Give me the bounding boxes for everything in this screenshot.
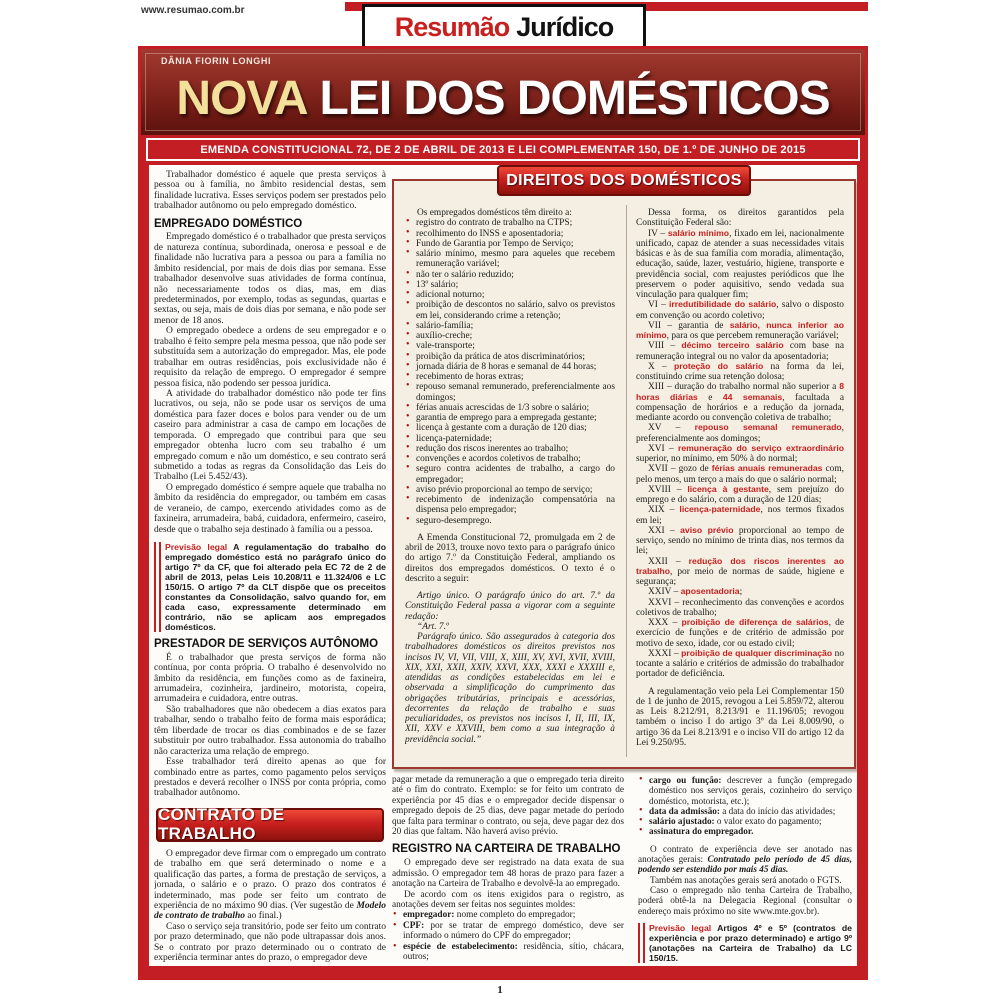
paragraph: VI – irredutibilidade do salário, salvo o disposto em convenção ou acordo coletivo;: [636, 299, 844, 321]
direitos-box: [392, 179, 856, 769]
paragraph: Também nas anotações gerais será anotado o FGTS.: [650, 874, 842, 885]
brand-logo: [362, 4, 646, 50]
bullet-icon: •: [393, 919, 397, 931]
list-item: • salário ajustado: o valor exato do pagamento;: [639, 815, 822, 827]
paragraph: XIII – duração do trabalho normal não superior a 8 horas diárias e 44 semanais, facultada a compensação de horários e a redução da jornada, mediante acordo ou convenção coletiva de trabalho;: [636, 381, 844, 423]
bullet-icon: •: [406, 267, 410, 279]
quote-paragraph: “Art. 7.º: [417, 621, 449, 632]
list-item: • salário-família;: [406, 318, 474, 331]
page-title-accent: NOVA: [176, 72, 308, 125]
list-item: • registro do contrato de trabalho na CTPS;: [406, 216, 573, 229]
paragraph: VIII – décimo terceiro salário com base na remuneração integral ou no valor da aposentadoria;: [636, 340, 844, 362]
paragraph: XXI – aviso prévio proporcional ao tempo de serviço, sendo no mínimo de trinta dias, nos termos da lei;: [636, 524, 844, 557]
paragraph: Empregado doméstico é o trabalhador que presta serviços de natureza contínua, subordinada, onerosa e pessoal e de finalidade não lucrativa para a pessoa ou para a família no âmbito residencial, por mais de dois dias por semana. Esse trabalhador desenvolve suas atividades de forma contínua, não necessariamente todos os dias, mas, em dias predeterminados, por exemplo, todas as segundas, quartas e sextas, ou seja, mais de dois dias por semana, e não pode ser menor de 18 anos.: [154, 232, 386, 326]
bullet-icon: •: [406, 339, 410, 351]
quote-paragraph: Artigo único. O parágrafo único do art. 7.º da Constituição Federal passa a vigorar com a seguinte redação:: [405, 591, 615, 622]
list-item: • cargo ou função: descrever a função (empregado doméstico nos serviços gerais, cozinheiro do serviço doméstico, motorista, etc.);: [639, 775, 852, 806]
bullet-icon: •: [639, 815, 643, 827]
direitos-detail-column: [636, 208, 844, 758]
bullet-icon: •: [406, 400, 410, 412]
paragraph: O empregado obedece a ordens de seu empregador e o trabalho é feito sempre pela mesma pessoa, que não pode ser substituída sem a autorização do empregador. Mas, ele pode trabalhar em outras residências, pois exclusividade não é requisito da relação de emprego. O empregador é sempre pessoa física, não podendo ser pessoa jurídica.: [154, 326, 386, 389]
list-item: • proibição de descontos no salário, salvo os previstos em lei, considerando crime a retenção;: [406, 298, 615, 321]
legal-note: Previsão legal Artigos 4º e 5º (contratos de experiência e por prazo determinado) e artigo 9º (anotações na Carteira de Trabalho) da LC 150/15.: [638, 923, 852, 963]
bullet-icon: •: [406, 216, 410, 228]
direitos-header: DIREITOS DOS DOMÉSTICOS: [497, 165, 751, 196]
paragraph: São trabalhadores que não obedecem a dias exatos para trabalhar, sendo o trabalho feito de forma mais esporádica; têm liberdade de trocar os dias combinados e de se fazer substituir por outro trabalhador. Essa autonomia do trabalho não caracteriza uma relação de emprego.: [154, 704, 386, 757]
section-header-pill: CONTRATO DE TRABALHO: [156, 808, 384, 842]
bullet-icon: •: [406, 226, 410, 238]
bullet-icon: •: [639, 775, 643, 785]
bullet-icon: •: [406, 411, 410, 422]
list-item: • garantia de emprego para a empregada gestante;: [406, 411, 597, 423]
list-item: • vale-transporte;: [406, 339, 475, 352]
paragraph: O empregado deve ser registrado na data exata de sua admissão. O empregador tem 48 horas de prazo para fazer a anotação na Carteira de Trabalho e devolvê-la ao empregado.: [392, 858, 624, 890]
list-item: • licença-paternidade;: [406, 431, 492, 444]
list-item: • Fundo de Garantia por Tempo de Serviço;: [406, 236, 574, 249]
list-item: • seguro contra acidentes de trabalho, a cargo do empregador;: [406, 462, 615, 485]
section-heading: EMPREGADO DOMÉSTICO: [154, 217, 303, 230]
red-frame: [138, 46, 868, 980]
site-url: www.resumao.com.br: [141, 5, 245, 16]
paragraph: É o trabalhador que presta serviços de forma não contínua, por conta própria. O trabalho é desenvolvido no âmbito da residência, em funções como as de faxineira, arrumadeira, cozinheira, jardineiro, motorista, copeira, arrumadeira e cuidadora, entre outras.: [154, 652, 386, 705]
bullet-icon: •: [406, 462, 410, 474]
list-item: • não ter o salário reduzido;: [406, 267, 514, 280]
column-middle-bottom: [392, 775, 624, 963]
direitos-list-column: [405, 208, 615, 758]
list-item: • aviso prévio proporcional ao tempo de serviço;: [406, 482, 593, 495]
paragraph: XVI – remuneração do serviço extraordinário superior, no mínimo, em 50% à do normal;: [636, 442, 844, 464]
bullet-icon: •: [406, 513, 410, 525]
list-item: • 13º salário;: [406, 277, 459, 290]
paragraph: XXXI – proibição de qualquer discriminação no tocante a salário e critérios de admissão do trabalhador portador de deficiência.: [636, 647, 844, 680]
paragraph: Os empregados domésticos têm direito a:: [417, 208, 572, 218]
content-area: [149, 165, 857, 966]
paragraph: O empregador deve firmar com o empregado um contrato de trabalho em que será determinado o nome e a qualificação das partes, a forma de prestação de serviços, a jornada, o salário e o prazo. O prazo dos contratos é indeterminado, mas pode ser feito um contrato de experiência de no máximo 90 dias. (Ver sugestão de Modelo de contrato de trabalho ao final.): [154, 848, 386, 922]
subtitle-bar: EMENDA CONSTITUCIONAL 72, DE 2 DE ABRIL DE 2013 E LEI COMPLEMENTAR 150, DE 1.º DE JUNHO DE 2015: [146, 138, 860, 161]
paragraph: XXVI – reconhecimento das convenções e acordos coletivos de trabalho;: [636, 597, 844, 618]
bullet-icon: •: [393, 940, 397, 952]
list-item: • proibição da prática de atos discriminatórios;: [406, 349, 585, 362]
bullet-icon: •: [406, 421, 410, 433]
list-item: • recebimento de horas extras;: [406, 370, 524, 382]
bullet-icon: •: [406, 452, 410, 463]
paragraph: X – proteção do salário na forma da lei, constituindo crime sua retenção dolosa;: [636, 360, 844, 382]
list-item: • empregador: nome completo do empregador;: [393, 909, 576, 921]
bullet-icon: •: [406, 441, 410, 453]
bullet-icon: •: [406, 236, 410, 248]
section-heading: REGISTRO NA CARTEIRA DE TRABALHO: [392, 843, 621, 856]
title-banner: [141, 49, 865, 135]
paragraph: XV – repouso semanal remunerado, preferencialmente aos domingos;: [636, 422, 844, 444]
paragraph: XVIII – licença à gestante, sem prejuízo do emprego e do salário, com a duração de 120 dias;: [636, 483, 844, 505]
list-item: • redução dos riscos inerentes ao trabalho;: [406, 441, 569, 454]
brand-logo-black: Jurídico: [516, 11, 614, 42]
section-heading: PRESTADOR DE SERVIÇOS AUTÔNOMO: [154, 638, 379, 651]
list-item: • licença à gestante com a duração de 120 dias;: [406, 421, 587, 434]
list-item: • repouso semanal remunerado, preferencialmente aos domingos;: [406, 380, 615, 403]
paragraph: Dessa forma, os direitos garantidos pela Constituição Federal são:: [636, 208, 844, 229]
bullet-icon: •: [406, 380, 410, 392]
bullet-icon: •: [406, 277, 410, 289]
brand-logo-red: Resumão: [394, 11, 510, 42]
paragraph: Esse trabalhador terá direito apenas ao que for combinado entre as partes, como pagamento pelos serviços prestados e deverá recolher o INSS por conta própria, como trabalhador autônomo.: [154, 757, 386, 799]
list-item: • data da admissão: a data do início das atividades;: [639, 804, 836, 816]
paragraph: O contrato de experiência deve ser anotado nas anotações gerais: Contratado pelo período de 45 dias, podendo ser estendido por mais 45 dias.: [638, 843, 852, 875]
list-item: • seguro-desemprego.: [406, 513, 492, 526]
bullet-icon: •: [406, 482, 410, 494]
paragraph: XIX – licença-paternidade, nos termos fixados em lei;: [636, 504, 844, 526]
bullet-icon: •: [639, 804, 643, 816]
paragraph: A regulamentação veio pela Lei Complementar 150 de 1 de junho de 2015, revogou a Lei 5.859/72, alterou as Leis 8.212/91, 8.213/91 e 11.196/05; revogou também o inciso I do artigo 3º da Lei 8.009/90, o artigo 36 da Lei 8.213/91 e o inciso VII do artigo 12 da Lei 9.250/95.: [636, 686, 844, 748]
list-item: • recebimento de indenização compensatória na dispensa pelo empregador;: [406, 493, 615, 516]
bullet-icon: •: [406, 298, 410, 310]
bullet-icon: •: [406, 329, 410, 340]
bullet-icon: •: [406, 370, 410, 381]
paragraph: pagar metade da remuneração a que o empregado teria direito até o fim do contrato. Exemplo: se for feito um contrato de experiência por 45 dias e o empregador decide dispensar o empregado depois de 25 dias, deve pagar metade do período que falta para terminar o contrato, ou seja, deve pagar dez dos 20 dias que faltam. Não haverá aviso prévio.: [392, 775, 624, 838]
paragraph: XXX – proibição de diferença de salários, de exercício de funções e de critério de admissão por motivo de sexo, idade, cor ou estado civil;: [636, 617, 844, 649]
list-item: • CPF: por se tratar de emprego doméstico, deve ser informado o número do CPF do empregador;: [393, 919, 624, 942]
bullet-icon: •: [406, 349, 410, 361]
list-item: • férias anuais acrescidas de 1/3 sobre o salário;: [406, 400, 590, 413]
quote-paragraph: Parágrafo único. São assegurados à categoria dos trabalhadores domésticos os direitos previstos nos incisos IV, VI, VII, VIII, X, XIII, XV, XVI, XVII, XVIII, XIX, XXI, XXII, XXIV, XXVI, XXX, XXXI e XXXIII e, atendidas as condições estabelecidas em lei e observada a simplificação do cumprimento das obrigações tributárias, principais e acessórias, decorrentes da relação de trabalho e suas peculiaridades, os previstos nos incisos I, II, III, IX, XII, XXV e XXVIII, bem como a sua integração à previdência social.”: [405, 632, 615, 745]
paragraph: IV – salário mínimo, fixado em lei, nacionalmente unificado, capaz de atender a suas necessidades vitais básicas e às de sua família com moradia, alimentação, educação, saúde, lazer, vestuário, higiene, transporte e previdência social, com reajustes periódicos que lhe preservem o poder aquisitivo, sendo vedada sua vinculação para qualquer fim;: [636, 227, 844, 300]
bullet-icon: •: [639, 825, 643, 837]
bullet-icon: •: [406, 288, 410, 299]
list-item: • adicional noturno;: [406, 288, 485, 300]
paragraph: Caso o empregado não tenha Carteira de Trabalho, poderá obtê-la na Delegacia Regional (consultar o endereço mais próximo no site www.mte.gov.br).: [638, 884, 852, 916]
list-item: • jornada diária de 8 horas e semanal de 44 horas;: [406, 359, 597, 372]
bullet-icon: •: [406, 431, 410, 443]
paragraph: A atividade do trabalhador doméstico não pode ter fins lucrativos, ou seja, não se pode usar os serviços de uma doméstica para fazer doces e bolos para vender ou de um caseiro para administrar a casa de campo em locações de temporada. O empregado que contribui para que seu empregador obtenha lucro com seu trabalho é um empregado comum e não um doméstico, e seu contrato será submetido a todas as regras da Consolidação das Leis do Trabalho (Lei 5.452/43).: [154, 388, 386, 483]
bullet-icon: •: [406, 247, 410, 258]
list-item: • assinatura do empregador.: [639, 825, 754, 837]
legal-note: Previsão legal A regulamentação do trabalho do empregado doméstico está no parágrafo único do artigo 7º da CF, que foi alterado pela EC 72 de 2 de abril de 2013, pelas Leis 10.208/11 e 11.324/06 e LC 150/15. O artigo 7º da CLT dispõe que os preceitos constantes da Consolidação, salvo quando for, em cada caso, expressamente determinado em contrário, não se aplicam aos empregados domésticos.: [154, 542, 386, 632]
paragraph: Trabalhador doméstico é aquele que presta serviços à pessoa ou à família, no âmbito residencial destas, sem finalidade lucrativa. Esses serviços podem ser prestados pelo trabalhador autônomo ou pelo empregado doméstico.: [154, 170, 386, 212]
page-title: [141, 71, 865, 126]
page-number: 1: [497, 984, 503, 996]
paragraph: XXII – redução dos riscos inerentes ao trabalho, por meio de normas de saúde, higiene e segurança;: [636, 555, 844, 587]
paragraph: Caso o serviço seja transitório, pode ser feito um contrato por prazo determinado, que não pode ultrapassar dois anos. Se o contrato por prazo determinado ou o contrato de experiência terminar antes do prazo, o empregador deve: [154, 921, 386, 962]
list-item: • salário mínimo, mesmo para aqueles que recebem remuneração variável;: [406, 247, 615, 270]
author-name: DÂNIA FIORIN LONGHI: [161, 56, 272, 66]
paragraph: A Emenda Constitucional 72, promulgada em 2 de abril de 2013, trouxe novo texto para o parágrafo único do artigo 7.º da Constituição Federal, ampliando os direitos dos empregados domésticos. O texto é o descrito a seguir:: [405, 532, 615, 584]
column-left: [154, 170, 386, 962]
paragraph: De acordo com os itens exigidos para o registro, as anotações devem ser feitas nos seguintes moldes:: [392, 889, 624, 910]
list-item: • auxílio-creche;: [406, 329, 473, 341]
list-item: • recolhimento do INSS e aposentadoria;: [406, 226, 564, 239]
bullet-icon: •: [406, 359, 410, 371]
column-right-bottom: [638, 775, 852, 963]
bullet-icon: •: [393, 909, 397, 921]
paragraph: XVII – gozo de férias anuais remuneradas com, pelo menos, um terço a mais do que o salário normal;: [636, 463, 844, 485]
list-item: • espécie de estabelecimento: residência, sítio, chácara, outros;: [393, 940, 624, 962]
paragraph: O empregado doméstico é sempre aquele que trabalha no âmbito da residência do empregador, ou também em casas de veraneio, de campo, exercendo atividades como as de faxineira, arrumadeira, babá, cuidadora, enfermeiro, caseiro, desde que o trabalho seja destinado à família ou a pessoa.: [154, 482, 386, 535]
bullet-icon: •: [406, 493, 410, 504]
column-divider: [626, 205, 627, 757]
page-title-rest: LEI DOS DOMÉSTICOS: [319, 72, 830, 125]
bullet-icon: •: [406, 318, 410, 330]
paragraph: VII – garantia de salário, nunca inferior ao mínimo, para os que percebem remuneração variável;: [636, 319, 844, 341]
list-item: • convenções e acordos coletivos de trabalho;: [406, 452, 581, 464]
paragraph: XXIV – aposentadoria;: [648, 586, 743, 598]
